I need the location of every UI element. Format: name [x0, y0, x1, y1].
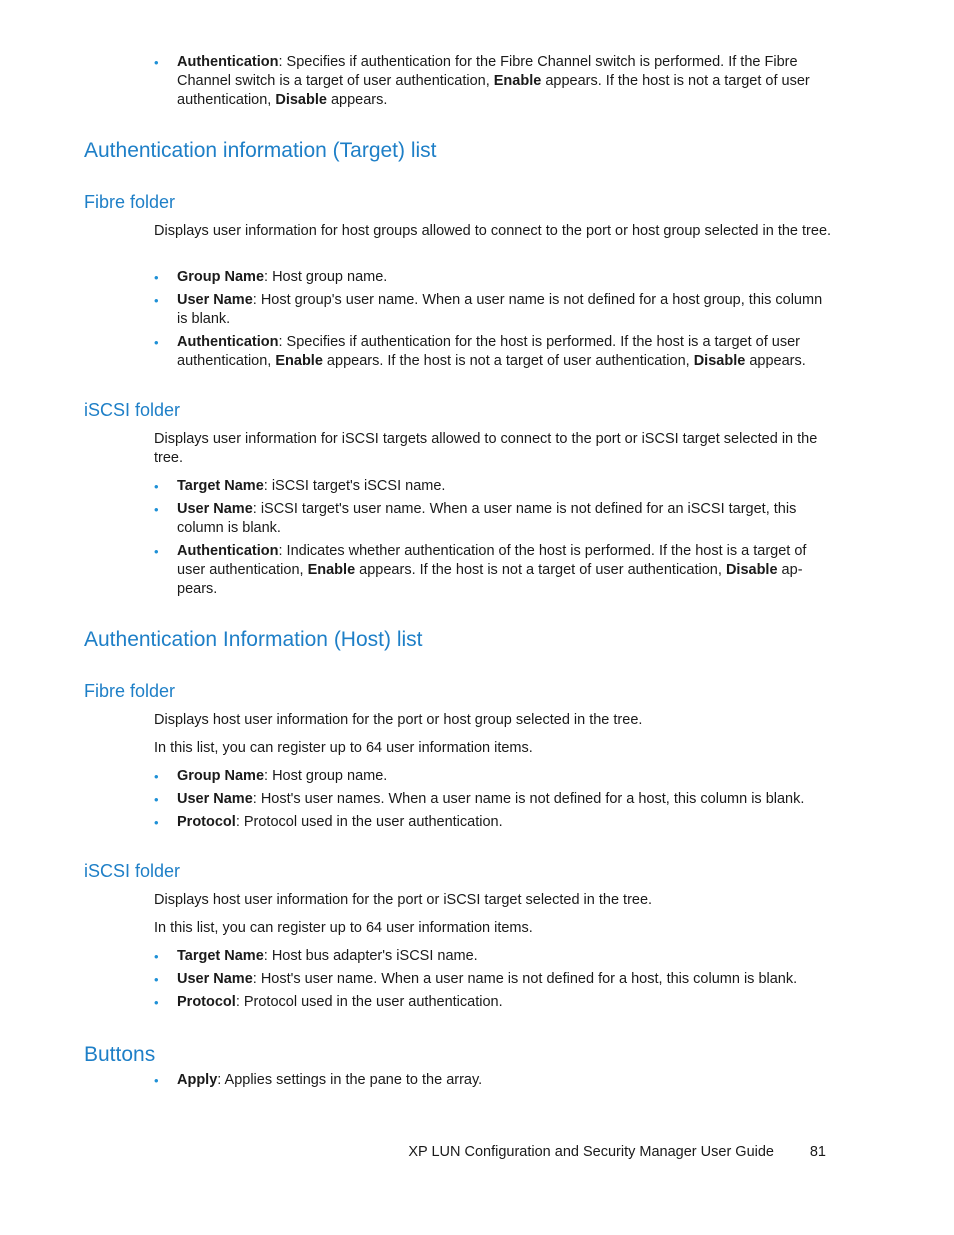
list-item: • Authentication: Specifies if authentication for the host is performed. If the host is a target of user authentication, Enable appears. If the host is not a target of user authentication, Disable appears.	[154, 334, 806, 369]
subheading-iscsi-folder-host: iSCSI folder	[84, 861, 181, 881]
authentication-switch-list	[154, 53, 834, 110]
paragraph-fibre-host-2: In this list, you can register up to 64 user information items.	[154, 740, 533, 756]
bullet-icon: •	[154, 995, 159, 1010]
bullet-icon: •	[154, 55, 159, 70]
list-item-term: User Name	[177, 791, 253, 807]
section-heading-target-list: Authentication information (Target) list	[84, 139, 437, 162]
list-item-term: Authentication	[177, 543, 279, 559]
list-item: • Apply: Applies settings in the pane to the array.	[154, 1072, 483, 1088]
list-item: • Protocol: Protocol used in the user authentication.	[154, 814, 503, 830]
inline-bold-value: Disable	[693, 353, 746, 369]
buttons-list	[154, 1071, 834, 1090]
paragraph-iscsi-host-2: In this list, you can register up to 64 user information items.	[154, 920, 533, 936]
bullet-icon: •	[154, 270, 159, 285]
list-item: • Group Name: Host group name.	[154, 269, 388, 285]
bullet-icon: •	[154, 769, 159, 784]
subheading-fibre-folder-target: Fibre folder	[84, 192, 176, 212]
list-item-term: Group Name	[177, 768, 265, 784]
inline-bold-value: Enable	[275, 353, 323, 369]
list-item: • Target Name: iSCSI target's iSCSI name.	[154, 478, 446, 494]
bullet-icon: •	[154, 479, 159, 494]
list-item: • Authentication: Indicates whether authentication of the host is performed. If the host is a target of user authentication, Enable appears. If the host is not a target of user authentication, Disable ap-pears.	[154, 543, 807, 597]
list-item-term: User Name	[177, 971, 253, 987]
list-item: • Target Name: Host bus adapter's iSCSI name.	[154, 948, 478, 964]
bullet-icon: •	[154, 502, 159, 517]
list-item: • User Name: iSCSI target's user name. When a user name is not defined for an iSCSI target, this column is blank.	[154, 501, 797, 536]
bullet-icon: •	[154, 949, 159, 964]
list-item-term: User Name	[177, 292, 253, 308]
bullet-icon: •	[154, 792, 159, 807]
inline-bold-value: Disable	[275, 92, 327, 108]
list-item-term: Target Name	[177, 948, 264, 964]
iscsi-target-field-list	[154, 477, 834, 599]
paragraph-iscsi-host-1: Displays host user information for the port or iSCSI target selected in the tree.	[154, 892, 653, 908]
subheading-iscsi-folder-target: iSCSI folder	[84, 400, 181, 420]
bullet-icon: •	[154, 1073, 159, 1088]
list-item: • User Name: Host group's user name. When a user name is not defined for a host group, this column is blank.	[154, 292, 823, 327]
bullet-icon: •	[154, 293, 159, 308]
list-item: • Authentication: Specifies if authentication for the Fibre Channel switch is performed. If the Fibre Channel switch is a target of user authentication, Enable appears. If the host is not a target of user authentication, Disable appears.	[154, 54, 810, 108]
list-item-term: Protocol	[177, 814, 236, 830]
footer-page-number: 81	[809, 1144, 826, 1160]
list-item-term: Target Name	[177, 478, 264, 494]
footer-document-title: XP LUN Configuration and Security Manager User Guide	[408, 1144, 774, 1160]
list-item: • User Name: Host's user name. When a user name is not defined for a host, this column is blank.	[154, 971, 798, 987]
inline-bold-value: Enable	[307, 562, 356, 578]
bullet-icon: •	[154, 972, 159, 987]
section-heading-host-list: Authentication Information (Host) list	[84, 628, 423, 651]
paragraph-fibre-host-1: Displays host user information for the port or host group selected in the tree.	[154, 712, 643, 728]
list-item-term: Group Name	[177, 269, 265, 285]
inline-bold-value: Disable	[725, 562, 778, 578]
list-item-term: Authentication	[177, 54, 279, 70]
bullet-icon: •	[154, 815, 159, 830]
list-item-term: Apply	[177, 1072, 218, 1088]
paragraph-fibre-target: Displays user information for host groups allowed to connect to the port or host group selected in the tree.	[154, 223, 832, 239]
paragraph-iscsi-target: Displays user information for iSCSI targets allowed to connect to the port or iSCSI target selected in the tree.	[154, 431, 818, 466]
subheading-fibre-folder-host: Fibre folder	[84, 681, 176, 701]
bullet-icon: •	[154, 544, 159, 559]
list-item-term: Protocol	[177, 994, 236, 1010]
bullet-icon: •	[154, 335, 159, 350]
inline-bold-value: Enable	[493, 73, 542, 89]
list-item-term: Authentication	[177, 334, 279, 350]
list-item-term: User Name	[177, 501, 253, 517]
list-item: • Protocol: Protocol used in the user authentication.	[154, 994, 503, 1010]
list-item: • Group Name: Host group name.	[154, 768, 388, 784]
iscsi-host-field-list	[154, 947, 834, 1012]
fibre-target-field-list	[154, 268, 834, 371]
fibre-host-field-list	[154, 767, 834, 832]
section-heading-buttons: Buttons	[84, 1043, 156, 1066]
list-item: • User Name: Host's user names. When a user name is not defined for a host, this column is blank.	[154, 791, 805, 807]
